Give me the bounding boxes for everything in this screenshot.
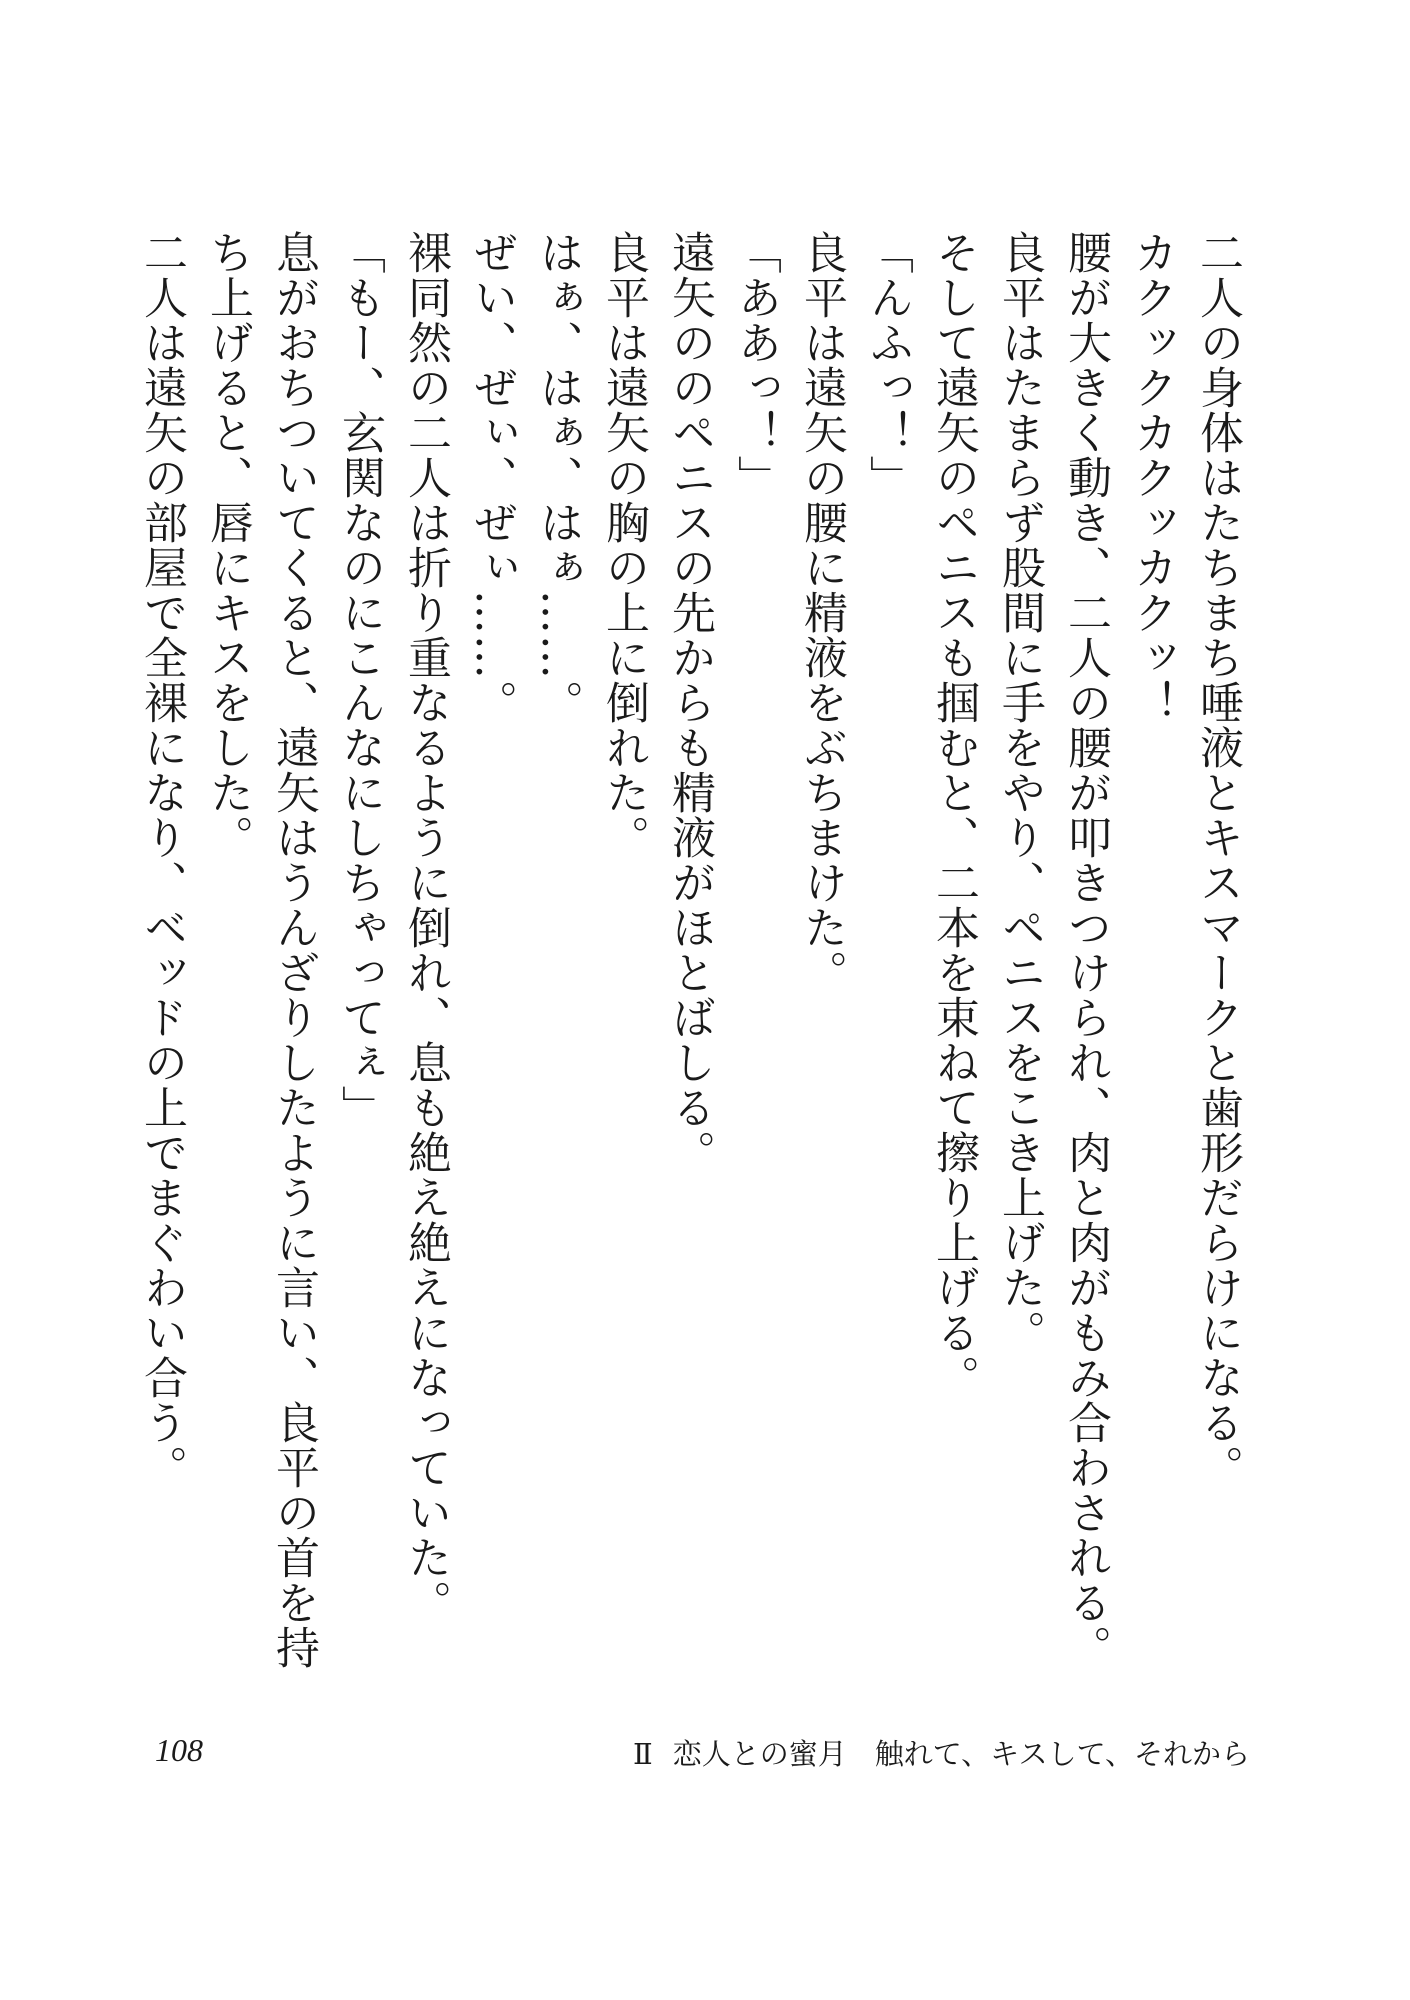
text-line: 腰が大きく動き、二人の腰が叩きつけられ、肉と肉がもみ合わされる。 [1060, 230, 1111, 1670]
running-head [633, 1732, 1250, 1773]
page-footer [155, 1732, 1250, 1782]
text-line: 息がおちついてくると、遠矢はうんざりしたように言い、良平の首を持 [268, 230, 319, 1670]
text-line: 裸同然の二人は折り重なるように倒れ、息も絶え絶えになっていた。 [400, 230, 451, 1625]
text-line: ぜい、ぜぃ、ぜぃ……。 [466, 230, 517, 725]
part-number: Ⅱ [633, 1737, 653, 1771]
text-line: カクックカクッカクッ！ [1126, 230, 1177, 725]
text-line: そして遠矢のペニスも掴むと、二本を束ねて擦り上げる。 [928, 230, 979, 1400]
text-line: ち上げると、唇にキスをした。 [202, 230, 253, 860]
text-line: 「んふっ！」 [862, 230, 913, 500]
text-line: 良平は遠矢の胸の上に倒れた。 [598, 230, 649, 860]
text-line: 二人は遠矢の部屋で全裸になり、ベッドの上でまぐわい合う。 [136, 230, 187, 1490]
text-line: 二人の身体はたちまち唾液とキスマークと歯形だらけになる。 [1192, 230, 1243, 1490]
vertical-body-text [128, 230, 1250, 1680]
page-number: 108 [155, 1732, 203, 1768]
text-line: 遠矢ののペニスの先からも精液がほとばしる。 [664, 230, 715, 1175]
section-title: 触れて、キスして、それから [874, 1737, 1250, 1771]
text-line: はぁ、はぁ、はぁ……。 [532, 230, 583, 725]
text-line: 良平は遠矢の腰に精液をぶちまけた。 [796, 230, 847, 995]
text-line: 「ああっ！」 [730, 230, 781, 500]
chapter-title: 恋人との蜜月 [672, 1737, 847, 1771]
text-line: 良平はたまらず股間に手をやり、ペニスをこき上げた。 [994, 230, 1045, 1355]
text-line: 「もー、玄関なのにこんなにしちゃってぇ」 [334, 230, 385, 1130]
